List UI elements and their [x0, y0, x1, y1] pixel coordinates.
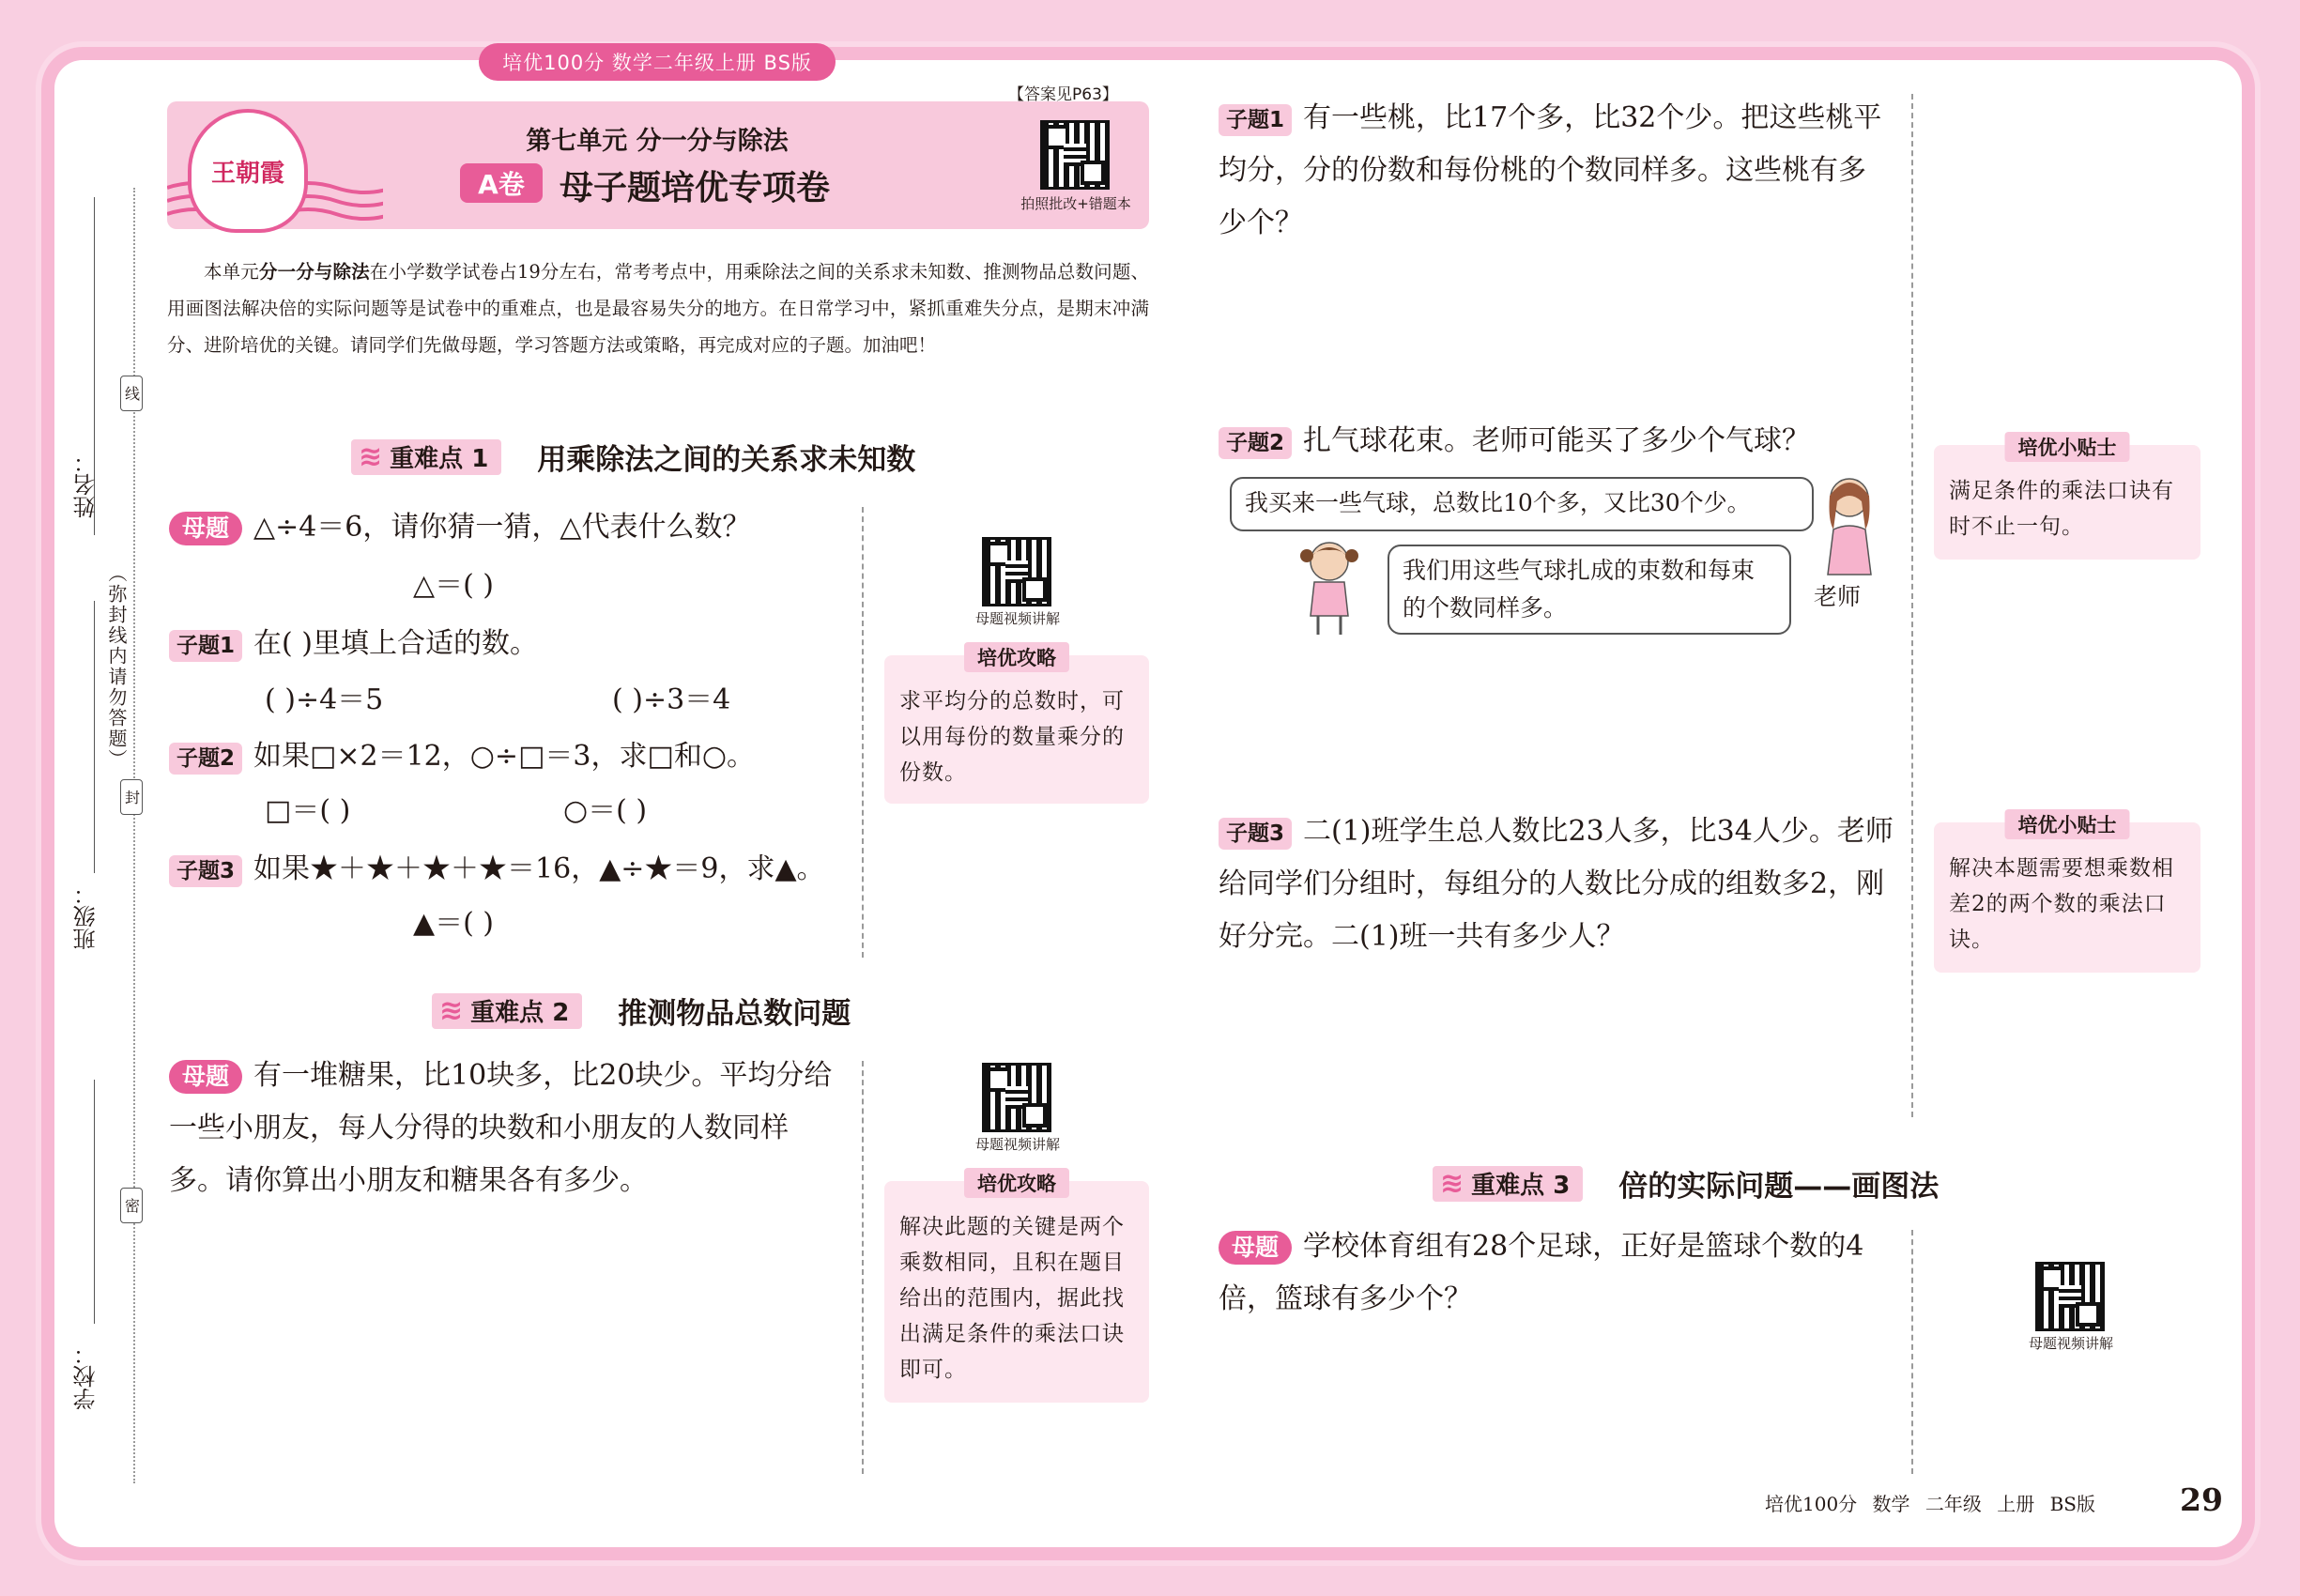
sub-tag: 子题2 — [1219, 427, 1292, 459]
section-2-badge — [432, 993, 582, 1029]
logo-text: 王朝霞 — [210, 159, 284, 188]
speech-bubble-teacher: 我买来一些气球，总数比10个多，又比30个少。 — [1230, 477, 1814, 531]
s1-sub1 — [169, 620, 538, 662]
sub-tag: 子题1 — [169, 630, 242, 662]
r-sub3 — [1219, 806, 1898, 963]
section-1-header — [351, 436, 915, 478]
seal-mark-mi: 密 — [120, 1188, 143, 1223]
tip-title: 培优小贴士 — [2005, 432, 2130, 462]
r-sub2-text: 扎气球花束。老师可能买了多少个气球？ — [1303, 424, 1811, 457]
s2-mother-question — [169, 1050, 843, 1207]
intro-prefix: 本单元 — [204, 261, 259, 283]
seal-mark-xian: 线 — [120, 376, 143, 411]
publisher-logo — [188, 109, 308, 233]
section-2-title: 推测物品总数问题 — [618, 997, 851, 1031]
mother-tag: 母题 — [1219, 1231, 1292, 1265]
s1-sub1-blank-b: ( )÷3＝4 — [612, 683, 731, 716]
name-label: 姓名： — [73, 451, 100, 518]
qr-code-icon[interactable] — [982, 537, 1051, 606]
teacher-label: 老师 — [1814, 583, 1862, 610]
s3-mother-text: 学校体育组有28个足球，正好是篮球个数的4倍，篮球有多少个？ — [1219, 1230, 1864, 1315]
s1-sub1-text: 在( )里填上合适的数。 — [253, 627, 538, 660]
mother-tag: 母题 — [169, 512, 242, 545]
mother-tag: 母题 — [169, 1060, 242, 1094]
column-divider — [1911, 1230, 1913, 1474]
seal-warning: （弥封线内请勿答题） — [105, 563, 128, 770]
qr-code-icon[interactable] — [1040, 120, 1110, 190]
s2-qr-caption: 母题视频讲解 — [974, 1136, 1060, 1153]
school-label: 学校： — [73, 1343, 100, 1410]
binding-line — [94, 601, 95, 873]
r-tip1-box — [1934, 437, 2200, 560]
page-number: 29 — [2180, 1481, 2223, 1518]
section-1-title: 用乘除法之间的关系求未知数 — [537, 443, 916, 477]
s1-sub2-blank-a: □＝( ) — [265, 794, 351, 827]
s1-sub2-blank-b: ○＝( ) — [563, 794, 648, 827]
book-banner: 培优100分 数学二年级上册 BS版 — [479, 43, 836, 81]
girl-figure-icon — [1294, 535, 1369, 638]
teacher-figure-icon — [1817, 473, 1882, 576]
qr-code-icon[interactable] — [982, 1063, 1051, 1132]
section-3-badge — [1433, 1166, 1583, 1202]
intro-text: 在小学数学试卷占19分左右，常考考点中，用乘除法之间的关系求未知数、推测物品总数问题、用画图法解决倍的实际问题等是试卷中的重难点，也是最容易失分的地方。在日常学习中，紧抓重难失分点，是期末冲满分、进阶培优的关键。请同学们先做母题，学习答题方法或策略，再完成对应的子题。加油吧！ — [167, 261, 1149, 356]
column-divider — [1911, 94, 1913, 1117]
section-3-title: 倍的实际问题——画图法 — [1618, 1170, 1940, 1204]
section-3-header — [1433, 1162, 1939, 1205]
r-sub2 — [1219, 417, 1810, 459]
paper-title: 母子题培优专项卷 — [560, 169, 831, 207]
s1-sub1-blank-a: ( )÷4＝5 — [265, 683, 384, 716]
seal-mark-feng: 封 — [120, 779, 143, 815]
unit-title: 第七单元 分一分与除法 — [526, 127, 789, 156]
column-divider — [862, 1061, 864, 1474]
column-divider — [862, 507, 864, 958]
tip-body: 解决本题需要想乘数相差2的两个数的乘法口诀。 — [1949, 856, 2174, 952]
tip-body: 满足条件的乘法口诀有时不止一句。 — [1949, 479, 2174, 539]
sub-tag: 子题2 — [169, 743, 242, 775]
section-1-badge — [351, 439, 501, 475]
r-sub1 — [1219, 92, 1891, 250]
tip-title: 培优小贴士 — [2005, 809, 2130, 839]
tip-body: 求平均分的总数时，可以用每份的数量乘分的份数。 — [899, 689, 1125, 785]
sub-tag: 子题3 — [169, 855, 242, 887]
wave-section-icon: ≋ — [1440, 1167, 1464, 1200]
s1-mother-answer: △＝( ) — [413, 569, 495, 602]
s1-mother-text: △÷4＝6，请你猜一猜，△代表什么数？ — [253, 511, 751, 544]
qr-caption-header: 拍照批改+错题本 — [1020, 195, 1131, 212]
class-label: 班级： — [73, 882, 100, 950]
s1-sub3-blank: ▲＝( ) — [413, 907, 495, 940]
sub-tag: 子题3 — [1219, 818, 1292, 850]
answer-reference: 【答案见P63】 — [1008, 85, 1118, 104]
s1-mother-question — [169, 503, 750, 545]
s1-sub2 — [169, 732, 755, 775]
section-2-badge-label: 重难点 2 — [470, 999, 570, 1027]
r-sub3-text: 二(1)班学生总人数比23人多，比34人少。老师给同学们分组时，每组分的人数比分成的组数多2，刚好分完。二(1)班一共有多少人？ — [1219, 815, 1894, 953]
binding-line — [94, 1080, 95, 1324]
s1-sub3-text: 如果★＋★＋★＋★＝16，▲÷★＝9，求▲。 — [253, 852, 825, 885]
section-1-badge-label: 重难点 1 — [390, 445, 489, 473]
wave-section-icon: ≋ — [359, 440, 383, 473]
tip-title: 培优攻略 — [964, 1168, 1069, 1198]
qr-code-icon[interactable] — [2035, 1262, 2105, 1331]
section-3-badge-label: 重难点 3 — [1471, 1172, 1571, 1200]
sub-tag: 子题1 — [1219, 104, 1292, 136]
s1-tip-box — [884, 647, 1149, 804]
s3-qr-caption: 母题视频讲解 — [2028, 1335, 2113, 1352]
s1-qr-caption: 母题视频讲解 — [974, 610, 1060, 627]
r-sub1-text: 有一些桃，比17个多，比32个少。把这些桃平均分，分的份数和每份桃的个数同样多。这些桃有多少个？ — [1219, 101, 1882, 239]
r-tip2-box — [1934, 814, 2200, 973]
wave-section-icon: ≋ — [439, 994, 464, 1027]
tip-title: 培优攻略 — [964, 642, 1069, 672]
s1-sub2-text: 如果□×2＝12，○÷□＝3，求□和○。 — [253, 740, 756, 773]
tip-body: 解决此题的关键是两个乘数相同，且积在题目给出的范围内，据此找出满足条件的乘法口诀即可。 — [899, 1215, 1125, 1382]
page-footer: 培优100分 数学 二年级 上册 BS版 — [1765, 1493, 2096, 1515]
s1-sub3 — [169, 845, 825, 887]
s3-mother-question — [1219, 1220, 1898, 1326]
paper-badge: A卷 — [460, 163, 543, 203]
intro-paragraph — [167, 253, 1149, 363]
intro-unit-name: 分一分与除法 — [258, 261, 370, 283]
s2-tip-box — [884, 1173, 1149, 1403]
s2-mother-text: 有一堆糖果，比10块多，比20块少。平均分给一些小朋友，每人分得的块数和小朋友的人数同样多。请你算出小朋友和糖果各有多少。 — [169, 1059, 833, 1197]
section-2-header — [432, 990, 851, 1032]
speech-bubble-girl: 我们用这些气球扎成的束数和每束的个数同样多。 — [1388, 545, 1791, 635]
